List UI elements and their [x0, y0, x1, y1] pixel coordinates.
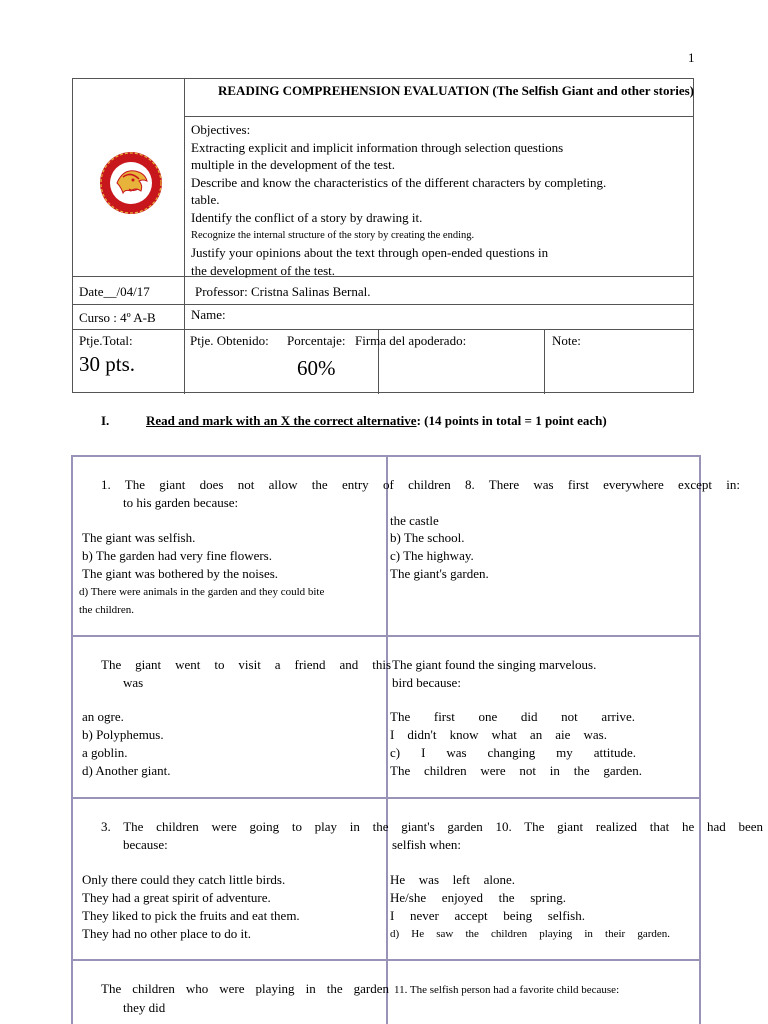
question-9-stem: The giant found the singing marvelous.	[392, 657, 597, 672]
question-2-stem: The giant went to visit a friend and this	[101, 657, 391, 672]
question-3-option-a[interactable]: Only there could they catch little birds.	[82, 872, 286, 887]
question-9-option-c[interactable]: c) I was changing my attitude.	[390, 745, 636, 760]
section-heading	[101, 413, 607, 429]
question-4-stem: The children who were playing in the garden	[101, 981, 389, 996]
question-8-option-a[interactable]: the castle	[390, 513, 439, 528]
question-3-option-b[interactable]: They had a great spirit of adventure.	[82, 890, 271, 905]
question-2-stem-cont: was	[123, 675, 144, 690]
grid-line	[699, 455, 701, 1024]
logo-divider	[184, 79, 185, 276]
obtained-score-label: Ptje. Obtenido:	[190, 333, 269, 348]
question-11-stem: 11. The selfish person had a favorite child because:	[394, 984, 620, 996]
row-divider-3	[73, 329, 693, 330]
total-score-value: 30 pts.	[79, 352, 136, 376]
question-2-option-d[interactable]: d) Another giant.	[82, 763, 171, 778]
question-9-option-a[interactable]: The first one did not arrive.	[390, 709, 635, 724]
question-2-option-a[interactable]: an ogre.	[82, 709, 124, 724]
total-score-label: Ptje.Total:	[79, 333, 133, 348]
question-3-stem: 3. The children were going to play in the giant's garden 10. The giant realized that he had been	[101, 819, 763, 834]
objective-line: table.	[191, 192, 220, 208]
question-1-stem-cont: to his garden because:	[123, 495, 239, 510]
question-1-option-d[interactable]: d) There were animals in the garden and they could bite	[79, 586, 325, 598]
grid-line	[71, 455, 73, 1024]
question-1-option-c[interactable]: The giant was bothered by the noises.	[82, 566, 279, 581]
row-divider-2	[73, 304, 693, 305]
objective-line: the development of the test.	[191, 262, 336, 278]
question-10-option-b[interactable]: He/she enjoyed the spring.	[390, 890, 566, 905]
objective-line: Describe and know the characteristics of the different characters by completing.	[191, 174, 607, 190]
title-divider	[184, 116, 693, 117]
question-8-option-c[interactable]: c) The highway.	[390, 548, 474, 563]
col-divider-1	[184, 276, 185, 394]
note-label: Note:	[552, 333, 581, 348]
page-number: 1	[688, 50, 695, 65]
question-3-option-c[interactable]: They liked to pick the fruits and eat them.	[82, 908, 300, 923]
objective-line: Extracting explicit and implicit information through selection questions	[191, 139, 564, 155]
question-8-option-b[interactable]: b) The school.	[390, 530, 465, 545]
header-table	[72, 78, 694, 393]
school-logo	[73, 79, 184, 276]
section-points: : (14 points in total = 1 point each)	[416, 413, 607, 428]
question-3-stem-cont: because:	[123, 837, 168, 852]
objective-line: multiple in the development of the test.	[191, 157, 395, 173]
percentage-value: 60%	[297, 356, 336, 380]
question-4-stem-cont: they did	[123, 1000, 166, 1015]
question-9-stem-cont: bird because:	[392, 675, 461, 690]
section-instruction: Read and mark with an X the correct alternative	[146, 413, 417, 428]
question-10-option-d[interactable]: d) He saw the children playing in their garden.	[390, 928, 670, 940]
objectives-heading: Objectives:	[191, 122, 251, 137]
objective-line: Identify the conflict of a story by drawing it.	[191, 209, 423, 225]
question-2-option-b[interactable]: b) Polyphemus.	[82, 727, 164, 742]
course-field: Curso : 4º A-B	[79, 310, 156, 325]
question-9-option-b[interactable]: I didn't know what an aie was.	[390, 727, 607, 742]
section-number: I.	[101, 413, 110, 428]
question-8-option-d[interactable]: The giant's garden.	[390, 566, 489, 581]
objective-line: Justify your opinions about the text through open-ended questions in	[191, 245, 549, 261]
question-1-option-d-cont: the children.	[79, 604, 134, 616]
grid-line	[386, 455, 388, 1024]
question-1-option-a[interactable]: The giant was selfish.	[82, 530, 196, 545]
question-10-option-a[interactable]: He was left alone.	[390, 872, 515, 887]
question-1-option-b[interactable]: b) The garden had very fine flowers.	[82, 548, 272, 563]
question-9-option-d[interactable]: The children were not in the garden.	[390, 763, 642, 778]
date-field: Date__/04/17	[79, 284, 150, 299]
student-name-field[interactable]: Name:	[191, 307, 226, 322]
question-10-option-c[interactable]: I never accept being selfish.	[390, 908, 585, 923]
objective-line: Recognize the internal structure of the story by creating the ending.	[191, 229, 475, 241]
col-divider-3	[544, 329, 545, 394]
question-10-stem-cont: selfish when:	[392, 837, 461, 852]
question-grid	[71, 455, 763, 1024]
objectives-block	[191, 121, 686, 279]
lion-crest-icon	[73, 79, 184, 276]
question-3-option-d[interactable]: They had no other place to do it.	[82, 926, 251, 941]
evaluation-title: READING COMPREHENSION EVALUATION (The Selfish Giant and other stories)	[218, 83, 694, 98]
percentage-label: Porcentaje:	[287, 333, 346, 348]
guardian-signature-label: Firma del apoderado:	[355, 333, 467, 348]
professor-name: Professor: Cristna Salinas Bernal.	[195, 284, 371, 299]
question-1-stem: 1. The giant does not allow the entry of children 8. There was first everywhere except in:	[101, 477, 740, 492]
question-2-option-c[interactable]: a goblin.	[82, 745, 128, 760]
